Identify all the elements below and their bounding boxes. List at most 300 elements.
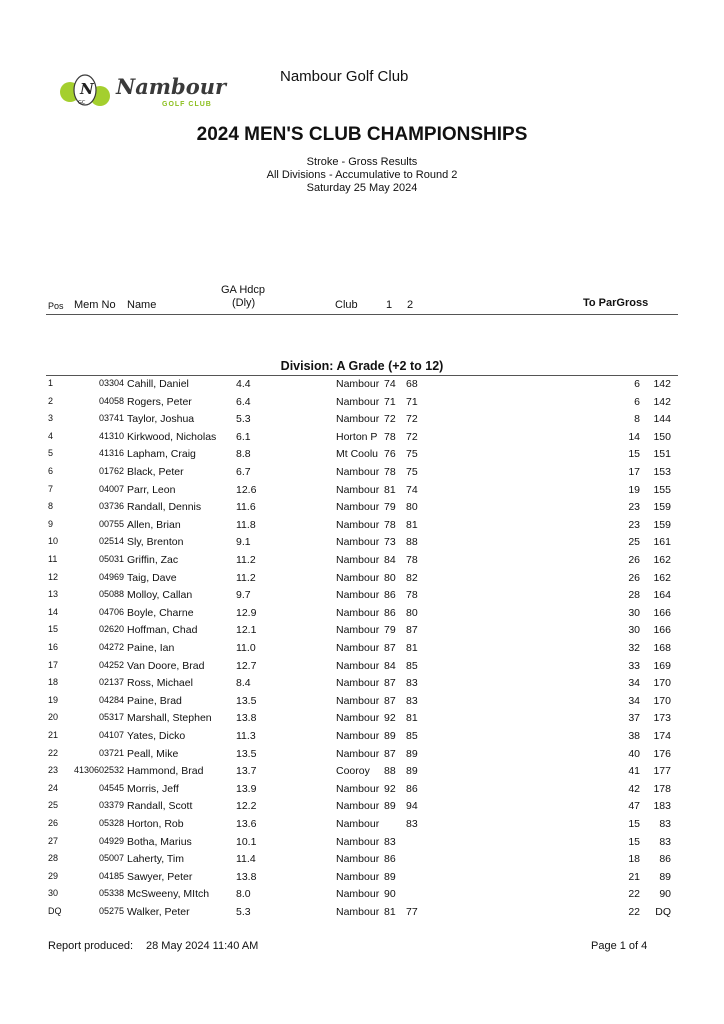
row-club: Nambour [336, 730, 380, 742]
row-to-par: 28 [628, 589, 640, 602]
page-number: Page 1 of 4 [591, 940, 648, 952]
row-handicap: 8.8 [236, 448, 251, 461]
row-gross: 178 [653, 782, 671, 795]
row-to-par: 40 [628, 747, 640, 760]
row-club: Nambour [336, 747, 380, 760]
row-club: Nambour [336, 782, 380, 795]
row-handicap: 9.1 [236, 536, 251, 549]
row-round-2: 88 [406, 536, 418, 549]
row-member-number: 04969 [98, 571, 124, 582]
row-club: Nambour [336, 659, 380, 672]
row-round-1: 92 [384, 712, 396, 725]
row-member-number: 05007 [98, 853, 124, 864]
row-handicap: 12.9 [236, 606, 257, 619]
row-club: Nambour [336, 606, 380, 619]
row-to-par: 21 [628, 870, 640, 883]
row-member-number: 01762 [98, 466, 124, 476]
table-row [0, 834, 724, 852]
row-round-2: 80 [406, 606, 418, 619]
row-club: Nambour [336, 413, 380, 426]
row-gross: 161 [653, 536, 671, 549]
row-gross: 170 [653, 677, 671, 690]
row-position: 5 [48, 448, 54, 459]
row-handicap: 13.6 [236, 818, 257, 830]
row-position: 10 [48, 536, 59, 547]
row-to-par: 23 [628, 518, 640, 531]
row-gross: 174 [653, 730, 671, 742]
row-handicap: 13.7 [236, 765, 257, 778]
table-row [0, 886, 724, 904]
col-header-to-par-gross: To ParGross [583, 297, 649, 309]
row-player-name: Ross, Michael [127, 677, 193, 690]
table-row [0, 675, 724, 693]
row-gross: 168 [653, 642, 671, 654]
row-gross: 90 [659, 888, 671, 901]
row-handicap: 11.6 [236, 501, 256, 514]
row-player-name: Lapham, Craig [127, 448, 196, 461]
row-club: Nambour [336, 483, 380, 496]
table-row [0, 587, 724, 605]
row-club: Nambour [336, 554, 380, 566]
row-round-1: 78 [384, 466, 396, 478]
row-member-number: 41310 [98, 430, 124, 441]
row-to-par: 30 [628, 606, 640, 619]
table-row [0, 394, 724, 412]
division-title: Division: A Grade (+2 to 12) [280, 359, 444, 373]
row-player-name: Botha, Marius [127, 835, 192, 848]
row-to-par: 25 [628, 536, 640, 549]
table-row [0, 746, 724, 764]
row-position: 26 [48, 818, 59, 828]
row-position: DQ [48, 906, 62, 916]
row-member-number: 05088 [98, 589, 124, 600]
subtitle-results-type: Stroke - Gross Results [306, 156, 418, 168]
report-produced-label: Report produced: [48, 940, 133, 952]
row-to-par: 15 [628, 448, 640, 461]
table-row [0, 464, 724, 482]
row-round-1: 89 [384, 870, 396, 883]
row-gross: 83 [659, 835, 671, 848]
row-handicap: 13.8 [236, 712, 257, 725]
row-to-par: 6 [634, 395, 640, 408]
row-round-1: 79 [384, 501, 396, 514]
row-round-1: 76 [384, 448, 396, 461]
table-row [0, 429, 724, 447]
row-round-2: 75 [406, 466, 418, 478]
row-player-name: Walker, Peter [127, 906, 190, 918]
row-position: 6 [48, 466, 54, 476]
row-to-par: 30 [628, 624, 640, 637]
row-position: 28 [48, 853, 59, 864]
row-club: Nambour [336, 888, 380, 901]
row-gross: 176 [653, 747, 671, 760]
row-member-number: 03304 [98, 378, 124, 388]
row-club: Horton P [336, 430, 378, 443]
row-member-number: 05275 [98, 906, 124, 916]
row-round-2: 83 [406, 818, 418, 830]
row-round-1: 90 [384, 888, 396, 901]
row-handicap: 12.7 [236, 659, 257, 672]
row-position: 24 [48, 782, 59, 793]
table-row [0, 499, 724, 517]
row-round-1: 78 [384, 518, 396, 531]
row-handicap: 11.2 [236, 571, 256, 584]
row-round-2: 72 [406, 430, 418, 443]
row-round-1: 87 [384, 677, 396, 690]
row-to-par: 15 [628, 818, 640, 830]
row-round-2: 89 [406, 765, 418, 778]
row-club: Nambour [336, 466, 380, 478]
row-round-2: 89 [406, 747, 418, 760]
col-header-club: Club [335, 299, 358, 311]
row-player-name: Cahill, Daniel [127, 378, 189, 390]
row-club: Nambour [336, 589, 380, 602]
club-name: Nambour Golf Club [280, 68, 409, 85]
table-row [0, 798, 724, 816]
row-position: 20 [48, 712, 59, 723]
row-player-name: Sly, Brenton [127, 536, 184, 549]
row-club: Nambour [336, 800, 380, 813]
table-row [0, 411, 724, 429]
row-to-par: 23 [628, 501, 640, 514]
row-player-name: Allen, Brian [127, 518, 181, 531]
row-club: Cooroy [336, 765, 370, 778]
row-position: 13 [48, 589, 59, 600]
row-position: 7 [48, 483, 54, 494]
row-to-par: 47 [628, 800, 640, 813]
row-round-1: 73 [384, 536, 396, 549]
row-round-1: 71 [384, 395, 396, 408]
row-player-name: Black, Peter [127, 466, 184, 478]
row-club: Nambour [336, 518, 380, 531]
row-gross: 159 [653, 518, 671, 531]
row-player-name: Van Doore, Brad [127, 659, 205, 672]
row-round-2: 83 [406, 677, 418, 690]
row-gross: 150 [653, 430, 671, 443]
row-round-2: 86 [406, 782, 418, 795]
row-club: Nambour [336, 378, 380, 390]
row-club: Nambour [336, 694, 380, 707]
row-gross: 177 [653, 765, 671, 778]
row-position: 8 [48, 501, 54, 512]
row-member-number: 41316 [98, 448, 124, 459]
row-member-number: 04107 [98, 730, 124, 740]
row-player-name: Taylor, Joshua [127, 413, 195, 426]
col-header-pos: Pos [48, 301, 64, 311]
row-round-2: 87 [406, 624, 418, 637]
row-member-number: 02514 [98, 536, 124, 547]
row-round-2: 78 [406, 554, 418, 566]
subtitle-divisions: All Divisions - Accumulative to Round 2 [266, 169, 458, 181]
row-handicap: 12.1 [236, 624, 257, 637]
row-player-name: Hammond, Brad [127, 765, 204, 778]
row-gross: 183 [653, 800, 671, 813]
row-member-number: 05317 [98, 712, 124, 723]
row-member-number: 03741 [98, 413, 124, 424]
row-round-1: 87 [384, 694, 396, 707]
row-position: 12 [48, 571, 59, 582]
row-club: Nambour [336, 501, 380, 514]
row-to-par: 38 [628, 730, 640, 742]
row-to-par: 6 [634, 378, 640, 390]
row-round-1: 84 [384, 554, 396, 566]
row-handicap: 11.4 [236, 853, 256, 866]
table-row [0, 816, 724, 834]
row-position: 29 [48, 870, 59, 881]
row-club: Nambour [336, 835, 380, 848]
row-gross: 83 [659, 818, 671, 830]
row-to-par: 41 [628, 765, 640, 778]
row-to-par: 34 [628, 694, 640, 707]
row-position: 21 [48, 730, 59, 740]
subtitle-date: Saturday 25 May 2024 [306, 182, 418, 194]
row-round-2: 80 [406, 501, 418, 514]
row-player-name: Paine, Ian [127, 642, 175, 654]
row-to-par: 19 [628, 483, 640, 496]
table-row [0, 693, 724, 711]
row-to-par: 8 [634, 413, 640, 426]
row-position: 22 [48, 747, 59, 758]
row-gross: 153 [653, 466, 671, 478]
row-round-1: 84 [384, 659, 396, 672]
row-to-par: 17 [628, 466, 640, 478]
row-to-par: 14 [628, 430, 640, 443]
row-club: Nambour [336, 642, 380, 654]
table-row [0, 728, 724, 746]
row-member-number: 04252 [98, 659, 124, 670]
row-member-number: 05338 [98, 888, 124, 899]
row-gross: 86 [659, 853, 671, 866]
row-to-par: 22 [628, 888, 640, 901]
table-row [0, 904, 724, 922]
row-club: Nambour [336, 853, 380, 866]
row-round-2: 94 [406, 800, 418, 813]
row-club: Mt Coolu [336, 448, 379, 461]
row-member-number: 03721 [98, 747, 124, 758]
table-row [0, 482, 724, 500]
row-player-name: Parr, Leon [127, 483, 176, 496]
row-handicap: 6.7 [236, 466, 251, 478]
row-member-number: 04284 [98, 694, 124, 705]
row-club: Nambour [336, 395, 380, 408]
table-row [0, 446, 724, 464]
row-player-name: Paine, Brad [127, 694, 182, 707]
row-player-name: Rogers, Peter [127, 395, 192, 408]
row-handicap: 13.8 [236, 870, 257, 883]
row-handicap: 11.0 [236, 642, 256, 654]
logo-subtext: GOLF CLUB [162, 101, 212, 108]
row-round-2: 68 [406, 378, 418, 390]
row-club: Nambour [336, 571, 380, 584]
row-member-number: 04007 [98, 483, 124, 494]
row-gross: 162 [653, 554, 671, 566]
table-row [0, 622, 724, 640]
row-round-1: 83 [384, 835, 396, 848]
row-to-par: 42 [628, 782, 640, 795]
row-gross: 166 [653, 624, 671, 637]
row-player-name: Marshall, Stephen [127, 712, 212, 725]
row-round-2: 85 [406, 730, 418, 742]
row-position: 25 [48, 800, 59, 811]
row-player-name: McSweeny, MItch [127, 888, 210, 901]
table-row [0, 658, 724, 676]
row-member-number: 04545 [98, 782, 124, 793]
row-round-2: 82 [406, 571, 418, 584]
logo-wordmark: Nambour [116, 74, 227, 99]
table-row [0, 781, 724, 799]
row-handicap: 11.2 [236, 554, 256, 566]
row-handicap: 6.4 [236, 395, 251, 408]
row-player-name: Griffin, Zac [127, 554, 179, 566]
row-round-1: 80 [384, 571, 396, 584]
row-position: 11 [48, 554, 58, 564]
row-round-1: 88 [384, 765, 396, 778]
row-handicap: 11.8 [236, 518, 256, 531]
row-club: Nambour [336, 870, 380, 883]
table-row [0, 763, 724, 781]
row-round-2: 81 [406, 518, 418, 531]
row-round-1: 79 [384, 624, 396, 637]
row-player-name: Molloy, Callan [127, 589, 193, 602]
table-row [0, 710, 724, 728]
row-round-1: 72 [384, 413, 396, 426]
row-player-name: Horton, Rob [127, 818, 184, 830]
row-handicap: 12.2 [236, 800, 257, 813]
row-player-name: Morris, Jeff [127, 782, 179, 795]
row-position: 27 [48, 835, 59, 846]
row-member-number: 04706 [98, 606, 124, 617]
table-row [0, 517, 724, 535]
row-round-1: 86 [384, 589, 396, 602]
col-header-round-1: 1 [386, 299, 393, 311]
row-member-number: 02137 [98, 677, 124, 688]
row-round-1: 81 [384, 483, 396, 496]
row-position: 14 [48, 606, 59, 617]
row-handicap: 11.3 [236, 730, 256, 742]
row-player-name: Laherty, Tim [127, 853, 184, 866]
row-member-number: 04058 [98, 395, 124, 406]
row-player-name: Kirkwood, Nicholas [127, 430, 217, 443]
row-handicap: 13.5 [236, 694, 257, 707]
col-header-round-2: 2 [407, 299, 414, 311]
row-round-2: 83 [406, 694, 418, 707]
row-position: 15 [48, 624, 59, 635]
row-position: 17 [48, 659, 59, 670]
row-handicap: 4.4 [236, 378, 251, 390]
row-member-number: 4130602532 [73, 765, 124, 776]
row-round-1: 89 [384, 730, 396, 742]
row-member-number: 04929 [98, 835, 124, 846]
row-to-par: 26 [628, 554, 640, 566]
row-handicap: 10.1 [236, 835, 257, 848]
row-gross: 162 [653, 571, 671, 584]
row-round-2: 74 [406, 483, 418, 496]
page-title: 2024 MEN'S CLUB CHAMPIONSHIPS [196, 124, 528, 145]
header-divider [46, 314, 678, 315]
row-round-2: 81 [406, 712, 418, 725]
row-position: 2 [48, 395, 54, 406]
row-handicap: 8.0 [236, 888, 251, 901]
row-handicap: 13.9 [236, 782, 257, 795]
row-gross: 89 [659, 870, 671, 883]
report-produced-date: 28 May 2024 11:40 AM [146, 940, 259, 952]
table-row [0, 552, 724, 570]
row-player-name: Peall, Mike [127, 747, 179, 760]
row-member-number: 02620 [98, 624, 124, 635]
row-handicap: 5.3 [236, 413, 251, 426]
row-to-par: 34 [628, 677, 640, 690]
row-member-number: 05328 [98, 818, 124, 828]
table-row [0, 570, 724, 588]
table-row [0, 534, 724, 552]
row-gross: 142 [653, 378, 671, 390]
row-gross: 142 [653, 395, 671, 408]
row-gross: DQ [655, 906, 671, 918]
row-gross: 144 [653, 413, 671, 426]
col-header-dly: (Dly) [232, 297, 256, 309]
row-position: 19 [48, 694, 59, 705]
row-handicap: 13.5 [236, 747, 257, 760]
row-round-1: 92 [384, 782, 396, 795]
row-round-1: 87 [384, 642, 396, 654]
row-to-par: 15 [628, 835, 640, 848]
row-to-par: 37 [628, 712, 640, 725]
row-club: Nambour [336, 712, 380, 725]
table-row [0, 605, 724, 623]
row-round-2: 78 [406, 589, 418, 602]
row-member-number: 04185 [98, 870, 124, 881]
row-to-par: 33 [628, 659, 640, 672]
col-header-mem-no: Mem No [74, 299, 116, 311]
row-round-2: 75 [406, 448, 418, 461]
row-to-par: 26 [628, 571, 640, 584]
row-position: 30 [48, 888, 59, 899]
row-club: Nambour [336, 624, 380, 637]
row-round-2: 81 [406, 642, 418, 654]
row-club: Nambour [336, 818, 380, 830]
row-round-1: 78 [384, 430, 396, 443]
row-member-number: 00755 [98, 518, 124, 529]
row-round-1: 87 [384, 747, 396, 760]
row-round-1: 74 [384, 378, 396, 390]
row-member-number: 04272 [98, 642, 124, 652]
row-member-number: 03379 [98, 800, 124, 811]
table-row [0, 869, 724, 887]
table-row [0, 640, 724, 658]
row-gross: 164 [653, 589, 671, 602]
col-header-ga-hdcp: GA Hdcp [221, 284, 266, 296]
row-round-1: 81 [384, 906, 396, 918]
row-club: Nambour [336, 906, 380, 918]
svg-text:N: N [80, 80, 94, 98]
row-player-name: Randall, Dennis [127, 501, 202, 514]
row-club: Nambour [336, 677, 380, 690]
row-round-2: 72 [406, 413, 418, 426]
row-to-par: 18 [628, 853, 640, 866]
row-handicap: 6.1 [236, 430, 251, 443]
row-round-1: 86 [384, 606, 396, 619]
row-member-number: 03736 [98, 501, 124, 512]
row-round-1: 89 [384, 800, 396, 813]
row-gross: 173 [653, 712, 671, 725]
row-round-1: 86 [384, 853, 396, 866]
row-round-2: 71 [406, 395, 418, 408]
row-gross: 159 [653, 501, 671, 514]
row-position: 16 [48, 642, 59, 652]
row-gross: 166 [653, 606, 671, 619]
club-logo [58, 70, 228, 116]
row-member-number: 05031 [98, 554, 124, 564]
